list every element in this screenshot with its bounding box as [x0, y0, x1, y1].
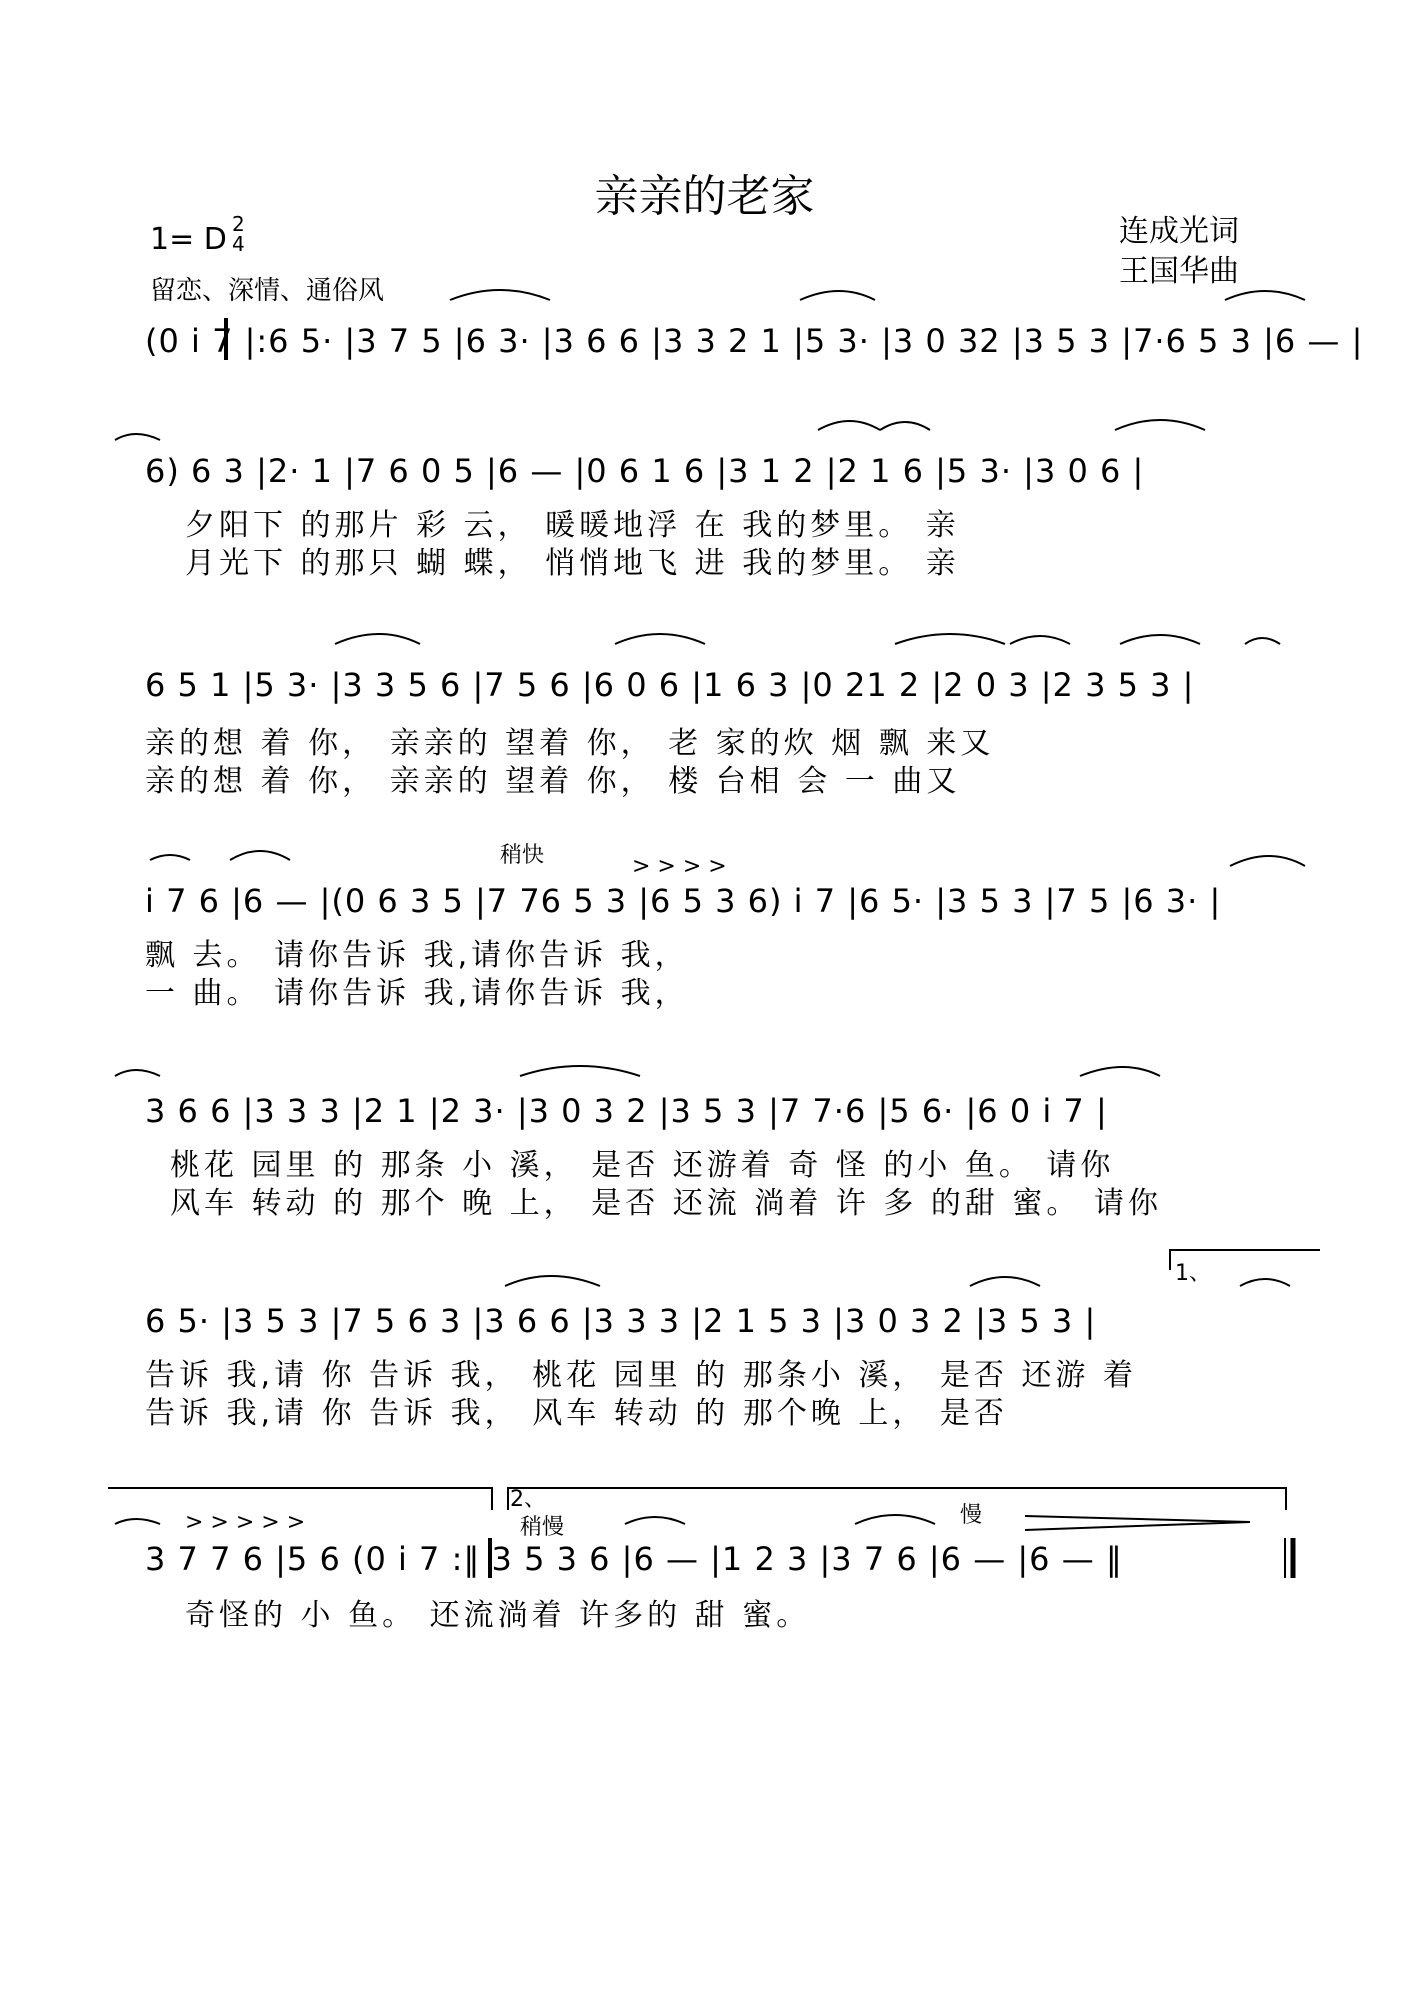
system-4-lyrics-verse-1: 飘 去。 请你告诉 我,请你告诉 我， — [145, 938, 689, 973]
system-4-notes: i 7 6 |6 — |(0 6 3 5 |7 76 5 3 |6 5 3 6) i 7 |6 5· |3 5 3 |7 5 |6 3· | — [145, 882, 1222, 920]
system-6-lyrics-verse-2: 告诉 我,请 你 告诉 我， 风车 转动 的 那个晚 上， 是否 — [145, 1396, 1008, 1431]
slur — [1115, 420, 1205, 430]
system-7-lyrics: 奇怪的 小 鱼。 还流淌着 许多的 甜 蜜。 — [185, 1598, 811, 1633]
tempo-mark-faster: 稍快 — [500, 843, 545, 868]
system-5-lyrics-verse-2: 风车 转动 的 那个 晚 上， 是否 还流 淌着 许 多 的甜 蜜。 请你 — [170, 1186, 1162, 1221]
time-signature-top: 2 — [232, 212, 245, 236]
slur — [818, 421, 880, 430]
lyricist-credit: 连成光词 — [1119, 214, 1239, 249]
system-5-notes: 3 6 6 |3 3 3 |2 1 |2 3· |3 0 3 2 |3 5 3 |7 7·6 |5 6· |6 0 i 7 | — [145, 1092, 1108, 1130]
key-signature: 1= D — [150, 222, 227, 257]
accent-marks-system-7: > > > > > — [185, 1510, 306, 1535]
slur — [615, 634, 705, 644]
slur — [855, 1515, 935, 1524]
slur — [1080, 1067, 1160, 1076]
volta-bracket-1-end — [108, 1488, 492, 1510]
slur — [115, 1070, 160, 1076]
tempo-mark-slightly-slower: 稍慢 — [520, 1515, 565, 1540]
composer-credit: 王国华曲 — [1119, 254, 1239, 289]
volta-first-ending: 1、 — [1175, 1261, 1211, 1286]
tempo-mark-slow: 慢 — [960, 1503, 983, 1528]
system-3-notes: 6 5 1 |5 3· |3 3 5 6 |7 5 6 |6 0 6 |1 6 3 |0 21 2 |2 0 3 |2 3 5 3 | — [145, 666, 1195, 704]
system-3-lyrics-verse-2: 亲的想 着 你， 亲亲的 望着 你， 楼 台相 会 一 曲又 — [145, 764, 961, 799]
decrescendo-hairpin — [1025, 1516, 1250, 1530]
system-6-lyrics-verse-1: 告诉 我,请 你 告诉 我， 桃花 园里 的 那条小 溪， 是否 还游 着 — [145, 1358, 1137, 1393]
slur — [505, 1276, 600, 1286]
slur — [520, 1066, 640, 1076]
system-6-notes: 6 5· |3 5 3 |7 5 6 3 |3 6 6 |3 3 3 |2 1 5 3 |3 0 3 2 |3 5 3 | — [145, 1302, 1097, 1340]
system-4-lyrics-verse-2: 一 曲。 请你告诉 我,请你告诉 我， — [145, 976, 689, 1011]
system-7-notes: 3 7 7 6 |5 6 (0 i 7 :‖ 3 5 3 6 |6 — |1 2 3 |3 7 6 |6 — |6 — ‖ — [145, 1540, 1123, 1578]
time-signature-bottom: 4 — [232, 232, 245, 256]
slur — [450, 290, 550, 300]
slur — [230, 851, 290, 860]
slur — [1225, 291, 1305, 300]
time-signature — [232, 214, 245, 254]
system-2-lyrics-verse-2: 月光下 的那只 蝴 蝶， 悄悄地飞 进 我的梦里。 亲 — [185, 546, 960, 581]
slur — [625, 1517, 685, 1524]
volta-bracket-2 — [508, 1488, 1286, 1510]
slur — [115, 1519, 160, 1524]
slur — [150, 855, 190, 860]
system-1-notes: (0 i 7 |:6 5· |3 7 5 |6 3· |3 6 6 |3 3 2 1 |5 3· |3 0 32 |3 5 3 |7·6 5 3 |6 — | — [145, 322, 1364, 360]
accent-marks-system-4: > > > > — [632, 854, 727, 879]
slur — [800, 291, 875, 300]
volta-second-ending: 2、 — [510, 1487, 546, 1512]
slur — [880, 422, 930, 430]
performance-style: 留恋、深情、通俗风 — [150, 276, 385, 306]
slur — [1120, 635, 1200, 644]
slur — [115, 434, 160, 440]
song-title: 亲亲的老家 — [594, 171, 815, 222]
slur — [1240, 1279, 1290, 1286]
slur — [895, 634, 1005, 644]
slur — [1230, 856, 1305, 866]
system-2-lyrics-verse-1: 夕阳下 的那片 彩 云， 暖暖地浮 在 我的梦里。 亲 — [185, 508, 960, 543]
slur — [970, 1277, 1040, 1286]
slur — [335, 634, 420, 644]
system-5-lyrics-verse-1: 桃花 园里 的 那条 小 溪， 是否 还游着 奇 怪 的小 鱼。 请你 — [170, 1148, 1115, 1183]
system-3-lyrics-verse-1: 亲的想 着 你， 亲亲的 望着 你， 老 家的炊 烟 飘 来又 — [145, 726, 995, 761]
system-2-notes: 6) 6 3 |2· 1 |7 6 0 5 |6 — |0 6 1 6 |3 1 2 |2 1 6 |5 3· |3 0 6 | — [145, 452, 1145, 490]
slur — [1245, 638, 1280, 644]
slur — [1010, 636, 1070, 644]
